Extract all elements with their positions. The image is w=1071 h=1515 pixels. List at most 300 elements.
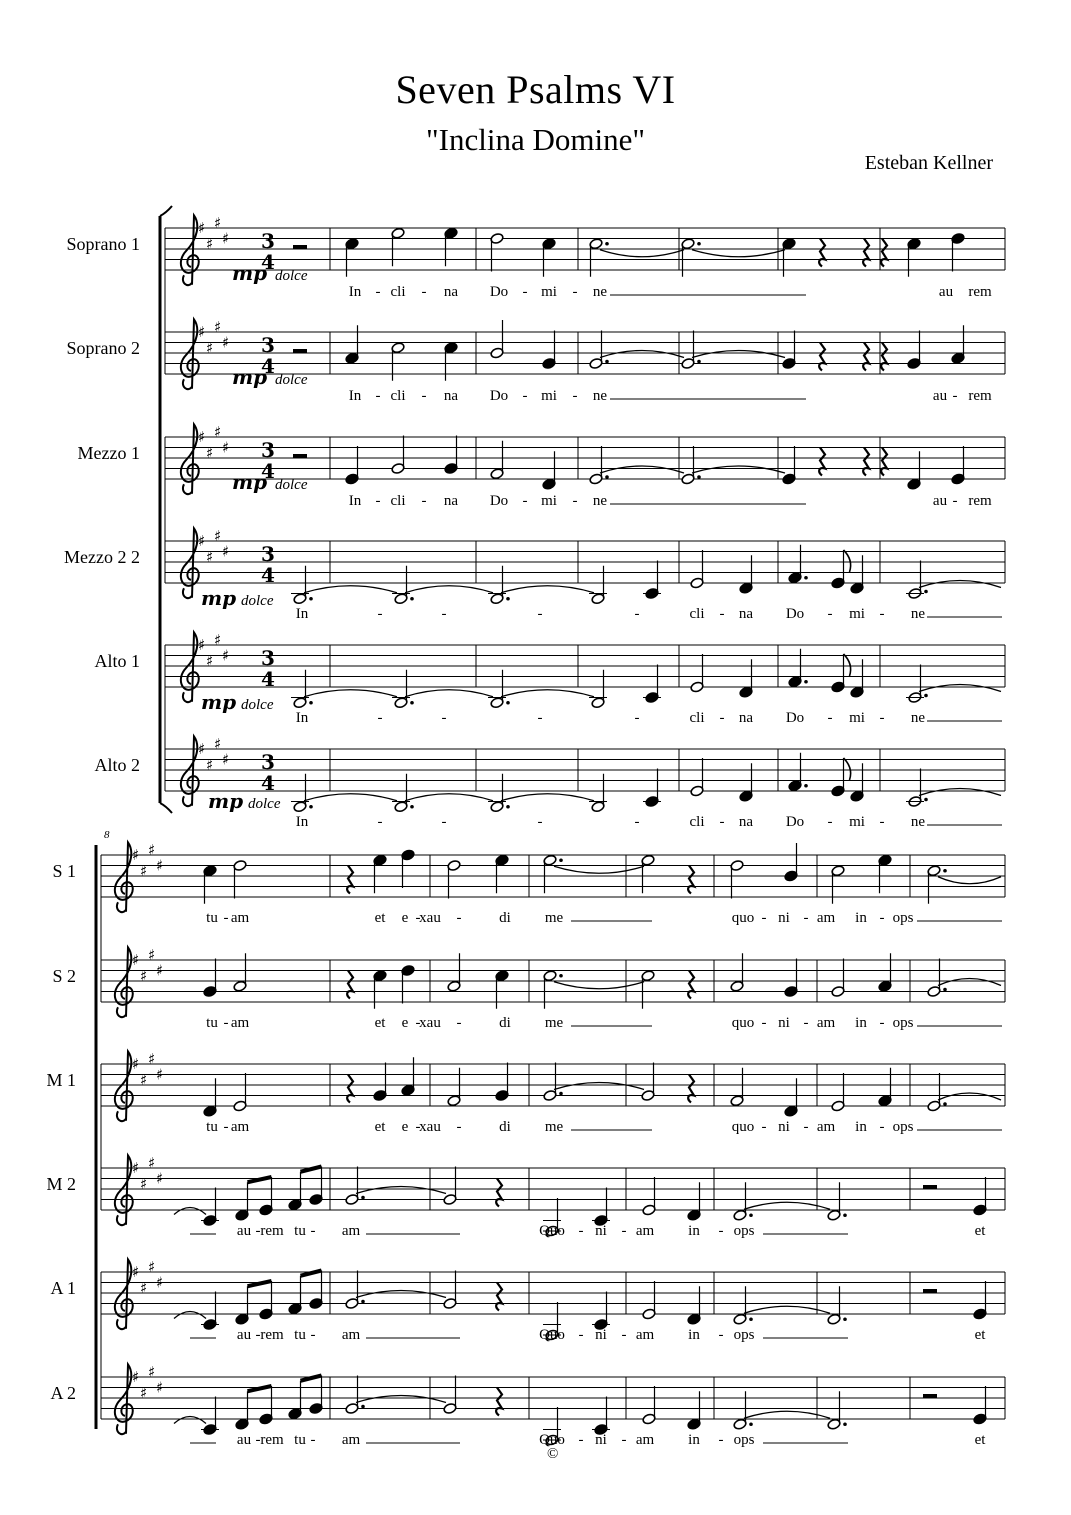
expression-mark: dolce: [248, 796, 281, 812]
sharp-sign: ♯: [214, 734, 222, 753]
treble-clef: [181, 319, 199, 389]
sharp-sign: ♯: [206, 443, 214, 462]
dynamic-mark: mp: [208, 789, 244, 813]
sharp-sign: ♯: [156, 1273, 164, 1292]
s1-lyric: au: [932, 388, 948, 404]
s2-lyric: -: [879, 910, 885, 926]
treble-clef: [115, 1155, 133, 1225]
augmentation-dot: [697, 242, 701, 246]
tie: [356, 1396, 446, 1403]
s1-lyric: -: [537, 814, 543, 830]
s1-lyric: In: [348, 493, 362, 509]
sharp-sign: ♯: [156, 1169, 164, 1188]
s1-lyric: ne: [910, 814, 926, 830]
s2-lyric: -: [310, 1223, 316, 1239]
s2-lyric: ops: [733, 1327, 755, 1343]
s2-lyric: et: [374, 1119, 386, 1135]
s1-lyric: In: [348, 388, 362, 404]
quarter-rest: [819, 239, 825, 267]
s2-lyric: ni: [778, 1015, 790, 1031]
s1-lyric: ne: [592, 493, 608, 509]
quarter-rest: [819, 448, 825, 476]
treble-clef: [181, 632, 199, 702]
s1-lyric: cli: [390, 493, 406, 509]
part-label: A 2: [50, 1383, 76, 1403]
s1-lyric: -: [421, 388, 427, 404]
s2-lyric: ops: [733, 1432, 755, 1448]
tie: [501, 690, 594, 697]
tie: [554, 866, 644, 873]
s2-lyric: et: [374, 910, 386, 926]
s2-lyric: au: [236, 1223, 252, 1239]
sharp-sign: ♯: [148, 1049, 156, 1068]
note-flag: [844, 550, 851, 572]
s1-lyric: -: [537, 710, 543, 726]
s2-lyric: e: [401, 910, 409, 926]
s2-lyric: -: [223, 1015, 229, 1031]
expression-mark: dolce: [275, 372, 308, 388]
s2-lyric: me: [544, 910, 564, 926]
augmentation-dot: [749, 1317, 753, 1321]
treble-clef: [115, 842, 133, 912]
s1-lyric: -: [421, 493, 427, 509]
sharp-sign: ♯: [148, 840, 156, 859]
quarter-rest: [881, 343, 887, 371]
s2-lyric: tu: [294, 1432, 306, 1448]
sharp-sign: ♯: [206, 547, 214, 566]
tie: [554, 1083, 644, 1090]
s2-lyric: -: [803, 1119, 809, 1135]
quarter-rest: [863, 239, 869, 267]
augmentation-dot: [943, 1102, 947, 1106]
s2-lyric: Quo: [539, 1327, 565, 1343]
s1-lyric: na: [738, 710, 754, 726]
s2-lyric: am: [635, 1223, 655, 1239]
s2-lyric: -: [879, 1119, 885, 1135]
half-rest: [923, 1394, 937, 1399]
s1-lyric: ne: [592, 388, 608, 404]
score-title: Seven Psalms VI: [395, 67, 676, 112]
tie: [174, 1312, 206, 1319]
s1-lyric: Do: [785, 606, 805, 622]
s2-lyric: am: [230, 910, 250, 926]
treble-clef: [181, 424, 199, 494]
augmentation-dot: [361, 1196, 365, 1200]
s2-lyric: ni: [595, 1432, 607, 1448]
sharp-sign: ♯: [206, 651, 214, 670]
s1-lyric: -: [719, 606, 725, 622]
s2-lyric: quo: [731, 1015, 755, 1031]
time-signature-top: 3: [261, 333, 275, 357]
augmentation-dot: [506, 597, 510, 601]
half-rest: [293, 245, 307, 250]
s2-lyric: -: [803, 1015, 809, 1031]
s2-lyric: -: [255, 1223, 261, 1239]
s2-lyric: di: [499, 910, 511, 926]
tie: [405, 690, 493, 697]
quarter-rest: [863, 343, 869, 371]
time-signature-top: 3: [261, 542, 275, 566]
s2-lyric: am: [816, 910, 836, 926]
s2-lyric: tu: [206, 910, 218, 926]
s2-lyric: -: [415, 1119, 421, 1135]
s1-lyric: cli: [689, 710, 705, 726]
s1-lyric: cli: [689, 814, 705, 830]
augmentation-dot: [309, 597, 313, 601]
expression-mark: dolce: [241, 593, 274, 609]
s1-lyric: -: [441, 814, 447, 830]
s2-lyric: -: [621, 1327, 627, 1343]
sharp-sign: ♯: [198, 323, 206, 341]
s2-lyric: -: [223, 910, 229, 926]
s2-lyric: et: [374, 1015, 386, 1031]
s2-lyric: -: [761, 910, 767, 926]
sharp-sign: ♯: [222, 750, 230, 769]
tie: [938, 1093, 1001, 1100]
augmentation-dot: [361, 1405, 365, 1409]
s2-lyric: in: [855, 1119, 867, 1135]
s1-lyric: In: [295, 606, 309, 622]
s1-lyric: -: [375, 388, 381, 404]
sharp-sign: ♯: [198, 740, 206, 758]
sharp-sign: ♯: [132, 1368, 140, 1386]
part-label: Mezzo 2 2: [64, 547, 140, 567]
tie: [356, 1291, 446, 1298]
sharp-sign: ♯: [132, 1159, 140, 1177]
s2-lyric: rem: [260, 1432, 284, 1448]
sharp-sign: ♯: [156, 856, 164, 875]
augmentation-dot: [943, 869, 947, 873]
half-rest: [293, 454, 307, 459]
sharp-sign: ♯: [206, 234, 214, 253]
sharp-sign: ♯: [132, 951, 140, 969]
s2-lyric: am: [635, 1432, 655, 1448]
sharp-sign: ♯: [214, 630, 222, 649]
tie: [554, 982, 644, 989]
quarter-rest: [863, 448, 869, 476]
quarter-rest: [881, 239, 887, 267]
quarter-rest: [688, 1075, 694, 1103]
s1-lyric: -: [572, 388, 578, 404]
quarter-rest: [688, 971, 694, 999]
part-label: Mezzo 1: [77, 443, 140, 463]
sharp-sign: ♯: [222, 646, 230, 665]
sharp-sign: ♯: [198, 219, 206, 237]
time-signature-bottom: 4: [261, 250, 275, 274]
part-label: Alto 2: [94, 755, 140, 775]
s2-lyric: am: [230, 1015, 250, 1031]
s2-lyric: di: [499, 1015, 511, 1031]
tie: [304, 794, 397, 801]
time-signature-top: 3: [261, 646, 275, 670]
s1-lyric: ne: [592, 284, 608, 300]
tie: [938, 877, 1001, 884]
sharp-sign: ♯: [132, 1055, 140, 1073]
augmentation-dot: [605, 242, 609, 246]
augmentation-dot: [804, 680, 808, 684]
expression-mark: dolce: [275, 477, 308, 493]
augmentation-dot: [410, 701, 414, 705]
s1-lyric: -: [879, 710, 885, 726]
augmentation-dot: [309, 701, 313, 705]
treble-clef: [181, 215, 199, 285]
sharp-sign: ♯: [148, 1153, 156, 1172]
s2-lyric: -: [803, 910, 809, 926]
s2-lyric: ops: [892, 910, 914, 926]
treble-clef: [181, 528, 199, 598]
s2-lyric: ni: [778, 910, 790, 926]
s1-lyric: mi: [849, 710, 865, 726]
tie: [405, 794, 493, 801]
s1-lyric: rem: [968, 388, 992, 404]
s2-lyric: me: [544, 1015, 564, 1031]
sharp-sign: ♯: [148, 1362, 156, 1381]
part-label: Soprano 2: [66, 338, 140, 358]
treble-clef: [181, 736, 199, 806]
s2-lyric: am: [341, 1432, 361, 1448]
s1-lyric: rem: [968, 284, 992, 300]
s1-lyric: -: [537, 606, 543, 622]
sharp-sign: ♯: [132, 846, 140, 864]
s2-lyric: in: [688, 1327, 700, 1343]
augmentation-dot: [749, 1422, 753, 1426]
note-beam: [248, 1386, 272, 1391]
s2-lyric: -: [456, 1119, 462, 1135]
part-label: A 1: [50, 1278, 76, 1298]
s1-lyric: Do: [785, 710, 805, 726]
s1-lyric: -: [879, 814, 885, 830]
treble-clef: [115, 947, 133, 1017]
s1-lyric: Do: [489, 284, 509, 300]
s2-lyric: -: [255, 1432, 261, 1448]
s2-lyric: quo: [731, 1119, 755, 1135]
augmentation-dot: [924, 590, 928, 594]
s2-lyric: -: [718, 1327, 724, 1343]
s2-lyric: -: [578, 1223, 584, 1239]
copyright-mark: ©: [547, 1446, 559, 1462]
s1-lyric: -: [377, 710, 383, 726]
s2-lyric: in: [855, 1015, 867, 1031]
expression-mark: dolce: [241, 697, 274, 713]
tie: [501, 586, 594, 593]
part-label: M 2: [46, 1174, 76, 1194]
s2-lyric: quo: [731, 910, 755, 926]
s2-lyric: -: [879, 1015, 885, 1031]
augmentation-dot: [843, 1213, 847, 1217]
tie: [600, 250, 684, 257]
tie: [692, 466, 785, 473]
s2-lyric: rem: [260, 1327, 284, 1343]
augmentation-dot: [924, 798, 928, 802]
sharp-sign: ♯: [140, 861, 148, 880]
time-signature-bottom: 4: [261, 771, 275, 795]
s2-lyric: au: [236, 1327, 252, 1343]
sharp-sign: ♯: [214, 317, 222, 336]
s2-lyric: e: [401, 1015, 409, 1031]
bracket-hook: [160, 206, 172, 216]
tie: [501, 794, 594, 801]
s1-lyric: au: [938, 284, 954, 300]
note-beam: [248, 1281, 272, 1286]
score-subtitle: "Inclina Domine": [426, 122, 645, 157]
time-signature-top: 3: [261, 229, 275, 253]
sharp-sign: ♯: [140, 1070, 148, 1089]
augmentation-dot: [924, 694, 928, 698]
augmentation-dot: [697, 360, 701, 364]
composer-name: Esteban Kellner: [864, 152, 993, 174]
s2-lyric: xau: [419, 910, 441, 926]
s2-lyric: tu: [206, 1119, 218, 1135]
sharp-sign: ♯: [206, 338, 214, 357]
quarter-rest: [347, 971, 353, 999]
s1-lyric: -: [952, 493, 958, 509]
augmentation-dot: [410, 805, 414, 809]
s2-lyric: am: [341, 1327, 361, 1343]
augmentation-dot: [804, 784, 808, 788]
s1-lyric: -: [719, 814, 725, 830]
quarter-rest: [819, 343, 825, 371]
dynamic-mark: mp: [232, 365, 268, 389]
s2-lyric: -: [456, 910, 462, 926]
s2-lyric: tu: [294, 1327, 306, 1343]
tie: [600, 351, 684, 358]
quarter-rest: [496, 1388, 502, 1416]
s2-lyric: xau: [419, 1015, 441, 1031]
sharp-sign: ♯: [156, 961, 164, 980]
sharp-sign: ♯: [140, 966, 148, 985]
s2-lyric: in: [688, 1432, 700, 1448]
augmentation-dot: [943, 988, 947, 992]
s2-lyric: me: [544, 1119, 564, 1135]
sharp-sign: ♯: [198, 532, 206, 550]
augmentation-dot: [506, 805, 510, 809]
s1-lyric: Do: [785, 814, 805, 830]
dynamic-mark: mp: [232, 470, 268, 494]
s2-lyric: ni: [595, 1327, 607, 1343]
time-signature-top: 3: [261, 750, 275, 774]
s1-lyric: In: [295, 710, 309, 726]
s2-lyric: -: [415, 910, 421, 926]
s1-lyric: -: [375, 284, 381, 300]
s1-lyric: -: [827, 814, 833, 830]
treble-clef: [115, 1051, 133, 1121]
augmentation-dot: [605, 475, 609, 479]
sharp-sign: ♯: [148, 945, 156, 964]
s2-lyric: tu: [206, 1015, 218, 1031]
tie: [938, 979, 1001, 986]
s1-lyric: In: [348, 284, 362, 300]
dynamic-mark: mp: [201, 586, 237, 610]
s2-lyric: -: [415, 1015, 421, 1031]
bracket-hook: [160, 803, 172, 813]
s1-lyric: -: [377, 814, 383, 830]
tie: [692, 250, 785, 257]
quarter-rest: [347, 866, 353, 894]
s2-lyric: in: [688, 1223, 700, 1239]
s2-lyric: -: [310, 1327, 316, 1343]
s1-lyric: -: [952, 388, 958, 404]
sharp-sign: ♯: [132, 1263, 140, 1281]
augmentation-dot: [309, 805, 313, 809]
half-rest: [293, 349, 307, 354]
s2-lyric: -: [621, 1432, 627, 1448]
time-signature-bottom: 4: [261, 563, 275, 587]
sharp-sign: ♯: [214, 422, 222, 441]
dynamic-mark: mp: [201, 690, 237, 714]
s2-lyric: -: [718, 1432, 724, 1448]
part-label: Alto 1: [94, 651, 140, 671]
s1-lyric: na: [738, 814, 754, 830]
time-signature-bottom: 4: [261, 354, 275, 378]
sharp-sign: ♯: [156, 1065, 164, 1084]
time-signature-bottom: 4: [261, 459, 275, 483]
note-flag: [844, 758, 851, 780]
part-label: Soprano 1: [66, 234, 140, 254]
s1-lyric: -: [377, 606, 383, 622]
s2-lyric: -: [310, 1432, 316, 1448]
s1-lyric: -: [441, 606, 447, 622]
s1-lyric: -: [634, 606, 640, 622]
s2-lyric: tu: [294, 1223, 306, 1239]
tie: [919, 581, 1001, 588]
sharp-sign: ♯: [214, 213, 222, 232]
s2-lyric: in: [855, 910, 867, 926]
tie: [174, 1208, 206, 1215]
tie: [304, 586, 397, 593]
sharp-sign: ♯: [140, 1174, 148, 1193]
sharp-sign: ♯: [222, 438, 230, 457]
s1-lyric: -: [634, 710, 640, 726]
s1-lyric: -: [522, 493, 528, 509]
tie: [304, 690, 397, 697]
sharp-sign: ♯: [140, 1383, 148, 1402]
treble-clef: [115, 1259, 133, 1329]
quarter-rest: [496, 1283, 502, 1311]
augmentation-dot: [410, 597, 414, 601]
s1-lyric: Do: [489, 388, 509, 404]
augmentation-dot: [697, 475, 701, 479]
sharp-sign: ♯: [140, 1278, 148, 1297]
augmentation-dot: [361, 1300, 365, 1304]
sharp-sign: ♯: [222, 229, 230, 248]
s1-lyric: na: [738, 606, 754, 622]
augmentation-dot: [605, 360, 609, 364]
quarter-rest: [496, 1179, 502, 1207]
note-beam: [301, 1271, 322, 1276]
s1-lyric: -: [522, 388, 528, 404]
s2-lyric: am: [816, 1119, 836, 1135]
s1-lyric: ne: [910, 710, 926, 726]
s1-lyric: cli: [390, 388, 406, 404]
s2-lyric: ops: [733, 1223, 755, 1239]
s1-lyric: mi: [541, 493, 557, 509]
sharp-sign: ♯: [198, 428, 206, 446]
s1-lyric: mi: [849, 606, 865, 622]
expression-mark: dolce: [275, 268, 308, 284]
s1-lyric: na: [443, 284, 459, 300]
dynamic-mark: mp: [232, 261, 268, 285]
sharp-sign: ♯: [222, 333, 230, 352]
augmentation-dot: [843, 1317, 847, 1321]
s2-lyric: -: [223, 1119, 229, 1135]
s2-lyric: et: [974, 1223, 986, 1239]
s2-lyric: am: [230, 1119, 250, 1135]
s2-lyric: et: [974, 1432, 986, 1448]
time-signature-top: 3: [261, 438, 275, 462]
s1-lyric: -: [827, 606, 833, 622]
tie: [174, 1417, 206, 1424]
s1-lyric: -: [572, 493, 578, 509]
